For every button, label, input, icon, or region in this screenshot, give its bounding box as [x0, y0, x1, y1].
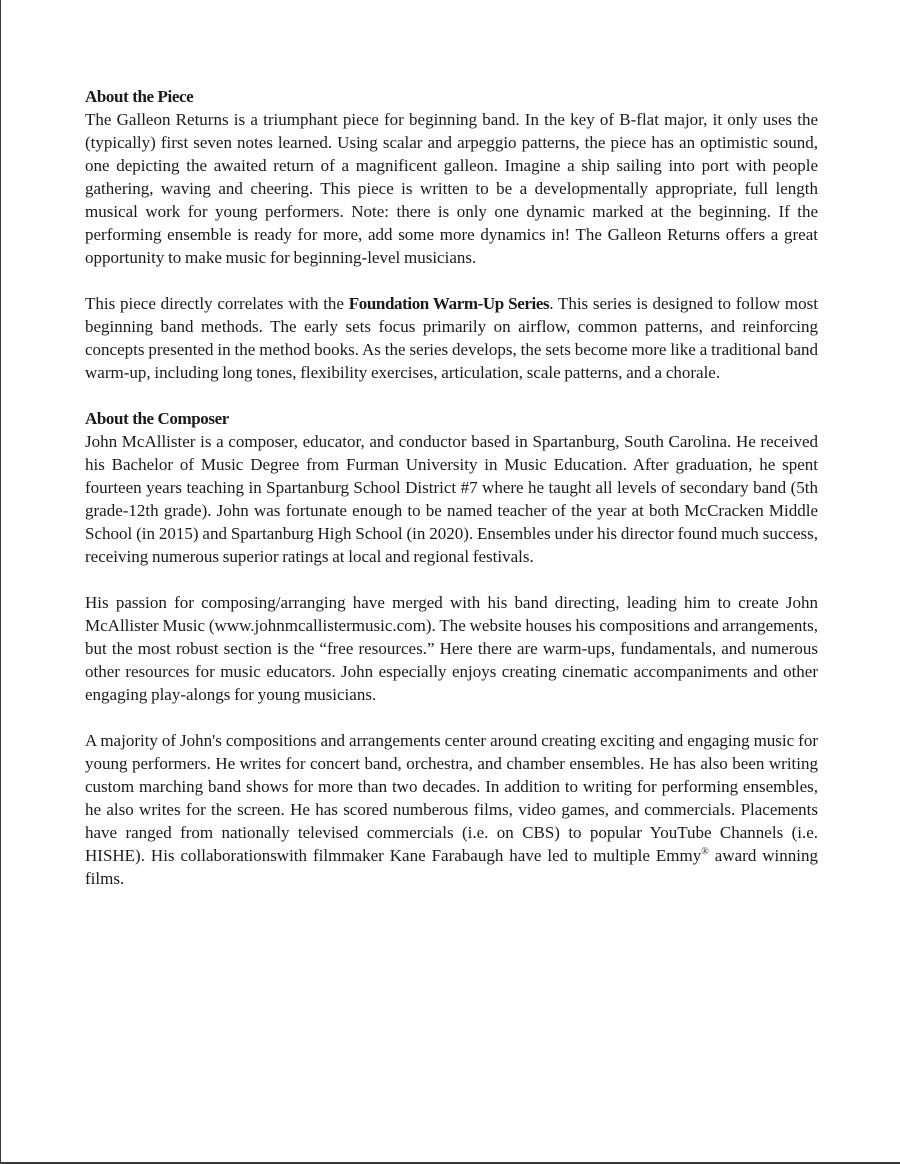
paragraph-spacer [85, 568, 818, 591]
document-body [85, 85, 818, 890]
foundation-series-title: Foundation Warm-Up Series [348, 294, 550, 313]
about-piece-paragraph-1: The Galleon Returns is a triumphant piece for beginning band. In the key of B-flat major, it only uses the (typically) first seven notes learned. Using scalar and arpeggio patterns, the piece has an optimistic sound, one depicting the awaited return of a magnificent galleon. Imagine a ship sailing into port with people gathering, waving and cheering. This piece is written to be a developmentally appropriate, full length musical work for young performers. Note: there is only one dynamic marked at the beginning. If the performing ensemble is ready for more, add some more dynamics in! The Galleon Returns offers a great opportunity to make music for beginning-level musicians. [85, 110, 818, 267]
about-piece-heading: About the Piece [85, 87, 194, 106]
paragraph-spacer [85, 706, 818, 729]
about-composer-heading: About the Composer [85, 409, 229, 428]
paragraph-text: This piece directly correlates with the [85, 294, 349, 313]
paragraph-text: award winning films. [85, 846, 818, 888]
about-composer-paragraph-1: John McAllister is a composer, educator, and conductor based in Spartanburg, South Carolina. He received his Bachelor of Music Degree from Furman University in Music Education. After graduation, he spent fourteen years teaching in Spartanburg School District #7 where he taught all levels of secondary band (5th grade-12th grade). John was fortunate enough to be named teacher of the year at both McCracken Middle School (in 2015) and Spartanburg High School (in 2020). Ensembles under his director found much success, receiving numerous superior ratings at local and regional festivals. [85, 432, 818, 566]
paragraph-spacer [85, 269, 818, 292]
about-composer-paragraph-2: His passion for composing/arranging have merged with his band directing, leading him to create John McAllister Music (www.johnmcallistermusic.com). The website houses his compositions and arrangements, but the most robust section is the “free resources.” Here there are warm-ups, fundamentals, and numerous other resources for music educators. John especially enjoys creating cinematic accompaniments and other engaging play-alongs for young musicians. [85, 593, 818, 704]
paragraph-text: A majority of John's compositions and arrangements center around creating exciting and engaging music for young performers. He writes for concert band, orchestra, and chamber ensembles. He has also been writing custom marching band shows for more than two decades. In addition to writing for performing ensembles, he also writes for the screen. He has scored numberous films, video games, and commercials. Placements have ranged from nationally televised commercials (i.e. on CBS) to popular YouTube Channels (i.e. HISHE). His collaborationswith filmmaker Kane Farabaugh have led to multiple Emmy [85, 731, 818, 865]
paragraph-text: . This series is designed to follow most beginning band methods. The early sets focus primarily on airflow, common patterns, and reinforcing concepts presented in the method books. As the series develops, the sets become more like a traditional band warm-up, including long tones, flexibility exercises, articulation, scale patterns, and a chorale. [85, 294, 818, 382]
paragraph-spacer [85, 384, 818, 407]
about-composer-paragraph-3 [85, 729, 818, 890]
about-piece-paragraph-2 [85, 292, 818, 384]
registered-mark: ® [701, 846, 709, 858]
